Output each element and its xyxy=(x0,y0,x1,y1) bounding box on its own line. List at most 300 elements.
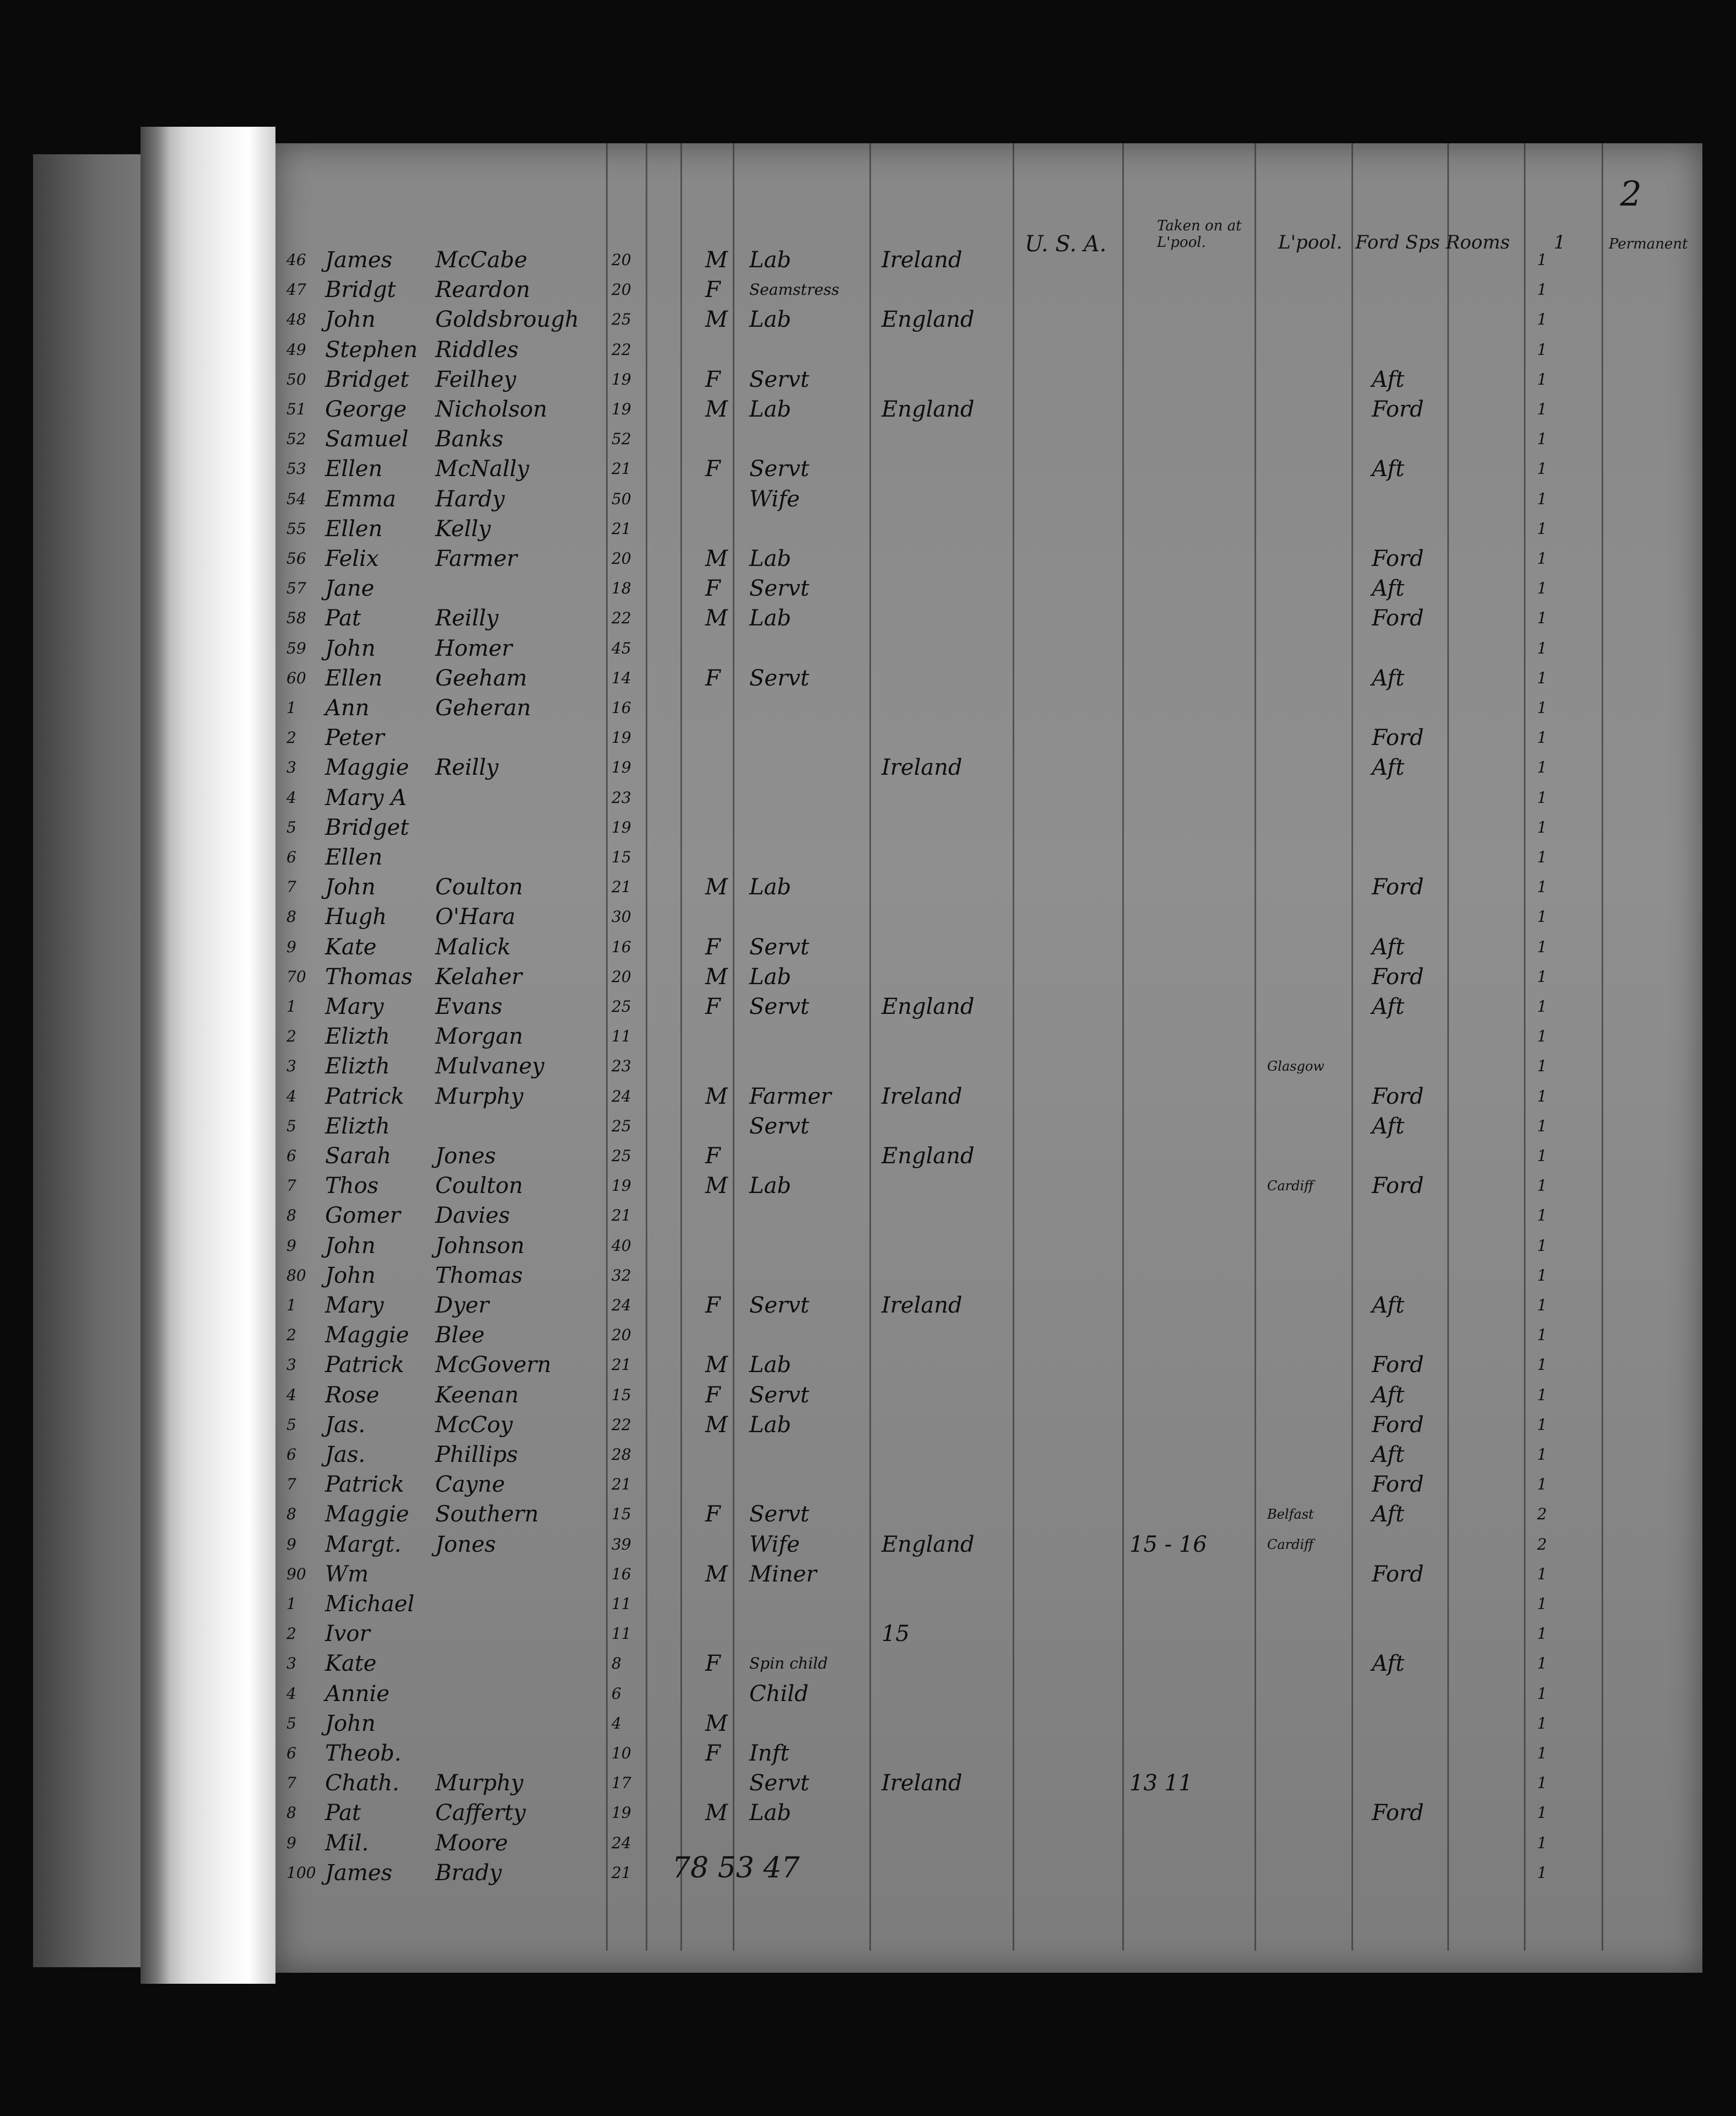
cell-first: Maggie xyxy=(325,1502,409,1527)
cell-first: Elizth xyxy=(325,1024,390,1050)
passenger-row xyxy=(275,753,1702,782)
cell-age: 20 xyxy=(612,1326,631,1345)
cell-occ: Servt xyxy=(749,1770,809,1796)
cell-c1: 1 xyxy=(1537,1356,1547,1374)
cell-c1: 1 xyxy=(1537,1176,1547,1195)
cell-no: 54 xyxy=(286,489,306,508)
cell-last: Malick xyxy=(435,934,511,960)
cell-no: 9 xyxy=(286,937,296,956)
cell-sex: M xyxy=(705,1352,728,1378)
cell-c1: 1 xyxy=(1537,1147,1547,1165)
cell-age: 25 xyxy=(612,310,631,329)
cell-no: 9 xyxy=(286,1535,296,1553)
cell-berth: Ford xyxy=(1372,1472,1424,1498)
passenger-row xyxy=(275,574,1702,603)
cell-last: Mulvaney xyxy=(435,1054,544,1079)
cell-first: Ellen xyxy=(325,665,383,691)
cell-last: Nicholson xyxy=(435,397,548,422)
cell-age: 6 xyxy=(612,1684,621,1703)
passenger-row xyxy=(275,1082,1702,1111)
cell-last: McNally xyxy=(435,456,529,482)
cell-age: 24 xyxy=(612,1296,631,1314)
cell-c1: 1 xyxy=(1537,1385,1547,1404)
passenger-row xyxy=(275,1350,1702,1380)
cell-c1: 1 xyxy=(1537,1774,1547,1793)
cell-c1: 1 xyxy=(1537,1863,1547,1882)
cell-no: 58 xyxy=(286,609,306,628)
cell-no: 51 xyxy=(286,400,306,418)
cell-occ: Miner xyxy=(749,1561,817,1587)
cell-berth: Aft xyxy=(1372,755,1405,781)
cell-last: Kelaher xyxy=(435,964,522,990)
cell-age: 21 xyxy=(612,1475,631,1494)
cell-sex: M xyxy=(705,397,728,422)
cell-occ: Spin child xyxy=(749,1654,828,1673)
passenger-row xyxy=(275,1858,1702,1888)
cell-occ: Servt xyxy=(749,366,809,392)
cell-lpool: Glasgow xyxy=(1267,1059,1324,1075)
cell-no: 6 xyxy=(286,1147,296,1165)
cell-age: 21 xyxy=(612,1356,631,1374)
passenger-row xyxy=(275,1559,1702,1589)
cell-age: 32 xyxy=(612,1266,631,1284)
cell-last: Reilly xyxy=(435,755,499,781)
cell-berth: Aft xyxy=(1372,1651,1405,1677)
passenger-row xyxy=(275,902,1702,932)
cell-first: Jas. xyxy=(325,1412,366,1438)
cell-age: 21 xyxy=(612,460,631,478)
ledger-page xyxy=(275,143,1702,1973)
cell-first: Ellen xyxy=(325,516,383,542)
cell-berth: Ford xyxy=(1372,1412,1424,1438)
cell-no: 2 xyxy=(286,1624,296,1643)
cell-country: Ireland xyxy=(881,247,962,273)
cell-first: John xyxy=(325,1233,376,1259)
cell-first: Kate xyxy=(325,934,377,960)
cell-usa: 15 - 16 xyxy=(1129,1531,1207,1557)
cell-age: 30 xyxy=(612,908,631,926)
cell-berth: Aft xyxy=(1372,1113,1405,1139)
cell-no: 60 xyxy=(286,668,306,687)
cell-age: 11 xyxy=(612,1027,631,1046)
cell-last: Jones xyxy=(435,1531,496,1557)
cell-first: Mary xyxy=(325,994,384,1019)
cell-no: 9 xyxy=(286,1833,296,1852)
cell-lpool: Cardiff xyxy=(1267,1178,1314,1194)
cell-no: 49 xyxy=(286,340,306,359)
cell-c1: 1 xyxy=(1537,1744,1547,1762)
cell-sex: F xyxy=(705,665,721,691)
cell-last: Brady xyxy=(435,1860,502,1886)
cell-c1: 1 xyxy=(1537,1684,1547,1703)
cell-no: 52 xyxy=(286,430,306,449)
cell-first: Peter xyxy=(325,725,385,751)
cell-sex: M xyxy=(705,1561,728,1587)
facing-page-edge xyxy=(33,154,143,1967)
cell-berth: Aft xyxy=(1372,1442,1405,1467)
cell-age: 22 xyxy=(612,609,631,628)
cell-occ: Servt xyxy=(749,994,809,1019)
cell-age: 23 xyxy=(612,1057,631,1076)
cell-c1: 1 xyxy=(1537,1833,1547,1852)
passenger-row xyxy=(275,1380,1702,1410)
passenger-row xyxy=(275,1141,1702,1171)
cell-usa: 13 11 xyxy=(1129,1770,1193,1796)
passenger-row xyxy=(275,1171,1702,1201)
cell-last: Jones xyxy=(435,1143,496,1169)
cell-last: Goldsbrough xyxy=(435,307,579,333)
passenger-row xyxy=(275,634,1702,663)
passenger-row xyxy=(275,843,1702,872)
cell-age: 22 xyxy=(612,340,631,359)
cell-sex: F xyxy=(705,576,721,602)
cell-first: Bridget xyxy=(325,366,409,392)
cell-no: 48 xyxy=(286,310,306,329)
cell-berth: Ford xyxy=(1372,964,1424,990)
passenger-row xyxy=(275,275,1702,305)
cell-last: McCoy xyxy=(435,1412,513,1438)
cell-no: 8 xyxy=(286,1505,296,1524)
cell-no: 1 xyxy=(286,997,296,1016)
cell-last: Geeham xyxy=(435,665,527,691)
cell-last: Homer xyxy=(435,635,512,661)
cell-no: 90 xyxy=(286,1564,306,1583)
passenger-row xyxy=(275,365,1702,395)
cell-no: 7 xyxy=(286,878,296,897)
cell-berth: Aft xyxy=(1372,366,1405,392)
passenger-row xyxy=(275,1261,1702,1291)
cell-first: Jane xyxy=(325,576,375,602)
cell-no: 1 xyxy=(286,1296,296,1314)
cell-occ: Inft xyxy=(749,1741,789,1766)
cell-first: Pat xyxy=(325,1800,361,1826)
cell-no: 5 xyxy=(286,818,296,836)
cell-berth: Ford xyxy=(1372,546,1424,571)
cell-first: Samuel xyxy=(325,427,409,452)
cell-no: 5 xyxy=(286,1714,296,1732)
passenger-row xyxy=(275,1111,1702,1141)
cell-berth: Ford xyxy=(1372,397,1424,422)
cell-sex: F xyxy=(705,456,721,482)
passenger-row xyxy=(275,1798,1702,1828)
header-usa: U. S. A. xyxy=(1025,231,1107,257)
cell-sex: M xyxy=(705,247,728,273)
cell-age: 25 xyxy=(612,997,631,1016)
cell-age: 25 xyxy=(612,1147,631,1165)
cell-no: 7 xyxy=(286,1774,296,1793)
cell-last: Reardon xyxy=(435,277,531,303)
cell-no: 5 xyxy=(286,1116,296,1135)
cell-occ: Lab xyxy=(749,546,792,571)
cell-country: England xyxy=(881,1531,975,1557)
header-one: 1 xyxy=(1554,231,1566,253)
cell-last: Evans xyxy=(435,994,502,1019)
cell-first: Elizth xyxy=(325,1113,390,1139)
cell-country: England xyxy=(881,307,975,333)
cell-occ: Lab xyxy=(749,1352,792,1378)
cell-c1: 1 xyxy=(1537,1057,1547,1076)
header-permanent: Permanent xyxy=(1609,236,1688,252)
cell-country: Ireland xyxy=(881,755,962,781)
cell-first: Maggie xyxy=(325,755,409,781)
passenger-row xyxy=(275,1201,1702,1230)
cell-first: Mary A xyxy=(325,785,407,811)
passenger-row xyxy=(275,962,1702,992)
cell-c1: 1 xyxy=(1537,1654,1547,1673)
cell-no: 8 xyxy=(286,1206,296,1225)
cell-c1: 1 xyxy=(1537,460,1547,478)
cell-c1: 1 xyxy=(1537,1445,1547,1464)
cell-first: Ellen xyxy=(325,845,383,870)
cell-age: 28 xyxy=(612,1445,631,1464)
cell-c1: 1 xyxy=(1537,430,1547,449)
cell-occ: Servt xyxy=(749,665,809,691)
cell-occ: Servt xyxy=(749,456,809,482)
cell-berth: Ford xyxy=(1372,1173,1424,1199)
cell-occ: Lab xyxy=(749,1412,792,1438)
cell-first: John xyxy=(325,635,376,661)
cell-age: 25 xyxy=(612,1116,631,1135)
cell-age: 20 xyxy=(612,549,631,568)
cell-first: Bridgt xyxy=(325,277,396,303)
cell-c1: 1 xyxy=(1537,878,1547,897)
cell-c1: 1 xyxy=(1537,699,1547,717)
cell-first: Margt. xyxy=(325,1531,402,1557)
cell-no: 1 xyxy=(286,1595,296,1613)
passenger-row xyxy=(275,1231,1702,1261)
cell-age: 16 xyxy=(612,699,631,717)
header-taken-on: Taken on at L'pool. xyxy=(1157,218,1242,251)
cell-c1: 2 xyxy=(1537,1535,1547,1553)
passenger-row xyxy=(275,1291,1702,1320)
passenger-row xyxy=(275,395,1702,424)
cell-age: 19 xyxy=(612,818,631,836)
cell-age: 40 xyxy=(612,1236,631,1255)
passenger-row xyxy=(275,514,1702,544)
cell-c1: 1 xyxy=(1537,370,1547,388)
passenger-row xyxy=(275,872,1702,902)
cell-last: Murphy xyxy=(435,1083,523,1109)
cell-no: 53 xyxy=(286,460,306,478)
passenger-row xyxy=(275,1320,1702,1350)
cell-sex: F xyxy=(705,366,721,392)
cell-c1: 1 xyxy=(1537,1087,1547,1105)
cell-c1: 1 xyxy=(1537,489,1547,508)
cell-berth: Ford xyxy=(1372,606,1424,631)
cell-last: Riddles xyxy=(435,337,519,363)
cell-no: 4 xyxy=(286,788,296,807)
cell-c1: 1 xyxy=(1537,668,1547,687)
cell-berth: Ford xyxy=(1372,1083,1424,1109)
cell-c1: 1 xyxy=(1537,609,1547,628)
cell-last: Thomas xyxy=(435,1262,523,1288)
passenger-row xyxy=(275,932,1702,962)
column-totals: 78 53 47 xyxy=(672,1852,800,1885)
cell-occ: Servt xyxy=(749,576,809,602)
cell-last: Coulton xyxy=(435,875,523,900)
cell-occ: Servt xyxy=(749,934,809,960)
cell-first: Bridget xyxy=(325,814,409,840)
book-binding-gutter xyxy=(140,127,275,1984)
cell-occ: Lab xyxy=(749,606,792,631)
cell-age: 16 xyxy=(612,1564,631,1583)
cell-last: Keenan xyxy=(435,1382,519,1408)
cell-no: 59 xyxy=(286,639,306,657)
cell-age: 23 xyxy=(612,788,631,807)
cell-berth: Ford xyxy=(1372,725,1424,751)
cell-berth: Aft xyxy=(1372,1502,1405,1527)
cell-occ: Lab xyxy=(749,875,792,900)
cell-c1: 2 xyxy=(1537,1505,1547,1524)
cell-first: Patrick xyxy=(325,1083,404,1109)
cell-occ: Lab xyxy=(749,1173,792,1199)
cell-age: 45 xyxy=(612,639,631,657)
passenger-row xyxy=(275,663,1702,693)
header-ford-sp-rooms: Ford Sps Rooms xyxy=(1355,231,1510,253)
cell-c1: 1 xyxy=(1537,1714,1547,1732)
cell-c1: 1 xyxy=(1537,997,1547,1016)
cell-first: Jas. xyxy=(325,1442,366,1467)
cell-occ: Lab xyxy=(749,1800,792,1826)
cell-sex: F xyxy=(705,994,721,1019)
cell-age: 39 xyxy=(612,1535,631,1553)
cell-no: 3 xyxy=(286,1356,296,1374)
cell-first: Elizth xyxy=(325,1054,390,1079)
cell-sex: M xyxy=(705,1412,728,1438)
cell-first: Patrick xyxy=(325,1352,404,1378)
cell-occ: Lab xyxy=(749,307,792,333)
header-lpool: L'pool. xyxy=(1278,231,1343,253)
cell-age: 18 xyxy=(612,579,631,598)
cell-last: Hardy xyxy=(435,486,505,512)
cell-first: John xyxy=(325,1262,376,1288)
cell-last: McGovern xyxy=(435,1352,551,1378)
cell-age: 24 xyxy=(612,1087,631,1105)
cell-no: 2 xyxy=(286,728,296,747)
cell-no: 6 xyxy=(286,848,296,866)
cell-last: Reilly xyxy=(435,606,499,631)
cell-first: Kate xyxy=(325,1651,377,1677)
cell-c1: 1 xyxy=(1537,788,1547,807)
cell-first: Felix xyxy=(325,546,379,571)
cell-age: 52 xyxy=(612,430,631,449)
cell-berth: Aft xyxy=(1372,1382,1405,1408)
cell-country: England xyxy=(881,1143,975,1169)
passenger-row xyxy=(275,1410,1702,1440)
cell-lpool: Cardiff xyxy=(1267,1536,1314,1552)
cell-first: Rose xyxy=(325,1382,380,1408)
cell-first: Sarah xyxy=(325,1143,391,1169)
cell-c1: 1 xyxy=(1537,639,1547,657)
cell-sex: F xyxy=(705,934,721,960)
cell-occ: Lab xyxy=(749,964,792,990)
cell-country: 15 xyxy=(881,1621,910,1647)
cell-berth: Ford xyxy=(1372,875,1424,900)
cell-no: 2 xyxy=(286,1326,296,1345)
cell-berth: Aft xyxy=(1372,576,1405,602)
cell-first: Ellen xyxy=(325,456,383,482)
cell-age: 11 xyxy=(612,1595,631,1613)
cell-no: 46 xyxy=(286,251,306,269)
cell-c1: 1 xyxy=(1537,908,1547,926)
cell-sex: M xyxy=(705,307,728,333)
cell-c1: 1 xyxy=(1537,937,1547,956)
cell-c1: 1 xyxy=(1537,758,1547,777)
cell-c1: 1 xyxy=(1537,1475,1547,1494)
cell-no: 8 xyxy=(286,908,296,926)
passenger-row xyxy=(275,454,1702,484)
cell-last: Murphy xyxy=(435,1770,523,1796)
cell-first: James xyxy=(325,247,393,273)
cell-berth: Aft xyxy=(1372,994,1405,1019)
passenger-row xyxy=(275,1828,1702,1858)
cell-no: 50 xyxy=(286,370,306,388)
cell-age: 16 xyxy=(612,937,631,956)
cell-sex: F xyxy=(705,1382,721,1408)
passenger-row xyxy=(275,544,1702,574)
cell-age: 20 xyxy=(612,280,631,299)
cell-last: Johnson xyxy=(435,1233,525,1259)
cell-first: Emma xyxy=(325,486,396,512)
cell-sex: M xyxy=(705,1710,728,1736)
passenger-row xyxy=(275,603,1702,633)
cell-sex: M xyxy=(705,546,728,571)
cell-last: Cafferty xyxy=(435,1800,526,1826)
cell-country: Ireland xyxy=(881,1770,962,1796)
cell-berth: Ford xyxy=(1372,1561,1424,1587)
cell-first: Michael xyxy=(325,1591,415,1617)
cell-first: Thos xyxy=(325,1173,379,1199)
cell-first: Annie xyxy=(325,1681,390,1707)
cell-no: 56 xyxy=(286,549,306,568)
cell-sex: F xyxy=(705,277,721,303)
cell-last: Cayne xyxy=(435,1472,505,1498)
cell-age: 15 xyxy=(612,1505,631,1524)
cell-age: 15 xyxy=(612,848,631,866)
cell-first: Patrick xyxy=(325,1472,404,1498)
cell-no: 47 xyxy=(286,280,306,299)
passenger-row xyxy=(275,1679,1702,1709)
cell-no: 2 xyxy=(286,1027,296,1046)
cell-c1: 1 xyxy=(1537,251,1547,269)
passenger-row xyxy=(275,424,1702,454)
cell-age: 20 xyxy=(612,251,631,269)
cell-age: 21 xyxy=(612,1863,631,1882)
cell-last: Moore xyxy=(435,1830,508,1856)
cell-age: 50 xyxy=(612,489,631,508)
passenger-row xyxy=(275,693,1702,723)
cell-first: George xyxy=(325,397,407,422)
cell-age: 19 xyxy=(612,728,631,747)
cell-first: Ivor xyxy=(325,1621,370,1647)
cell-c1: 1 xyxy=(1537,1266,1547,1284)
passenger-row xyxy=(275,1022,1702,1051)
cell-last: Blee xyxy=(435,1322,485,1348)
cell-age: 8 xyxy=(612,1654,621,1673)
cell-age: 17 xyxy=(612,1774,631,1793)
cell-last: Phillips xyxy=(435,1442,518,1467)
cell-sex: M xyxy=(705,875,728,900)
cell-age: 14 xyxy=(612,668,631,687)
cell-last: O'Hara xyxy=(435,904,516,930)
cell-c1: 1 xyxy=(1537,1595,1547,1613)
cell-country: England xyxy=(881,994,975,1019)
cell-first: John xyxy=(325,1710,376,1736)
cell-sex: F xyxy=(705,1293,721,1318)
cell-occ: Seamstress xyxy=(749,280,840,299)
cell-c1: 1 xyxy=(1537,579,1547,598)
passenger-row xyxy=(275,1499,1702,1529)
